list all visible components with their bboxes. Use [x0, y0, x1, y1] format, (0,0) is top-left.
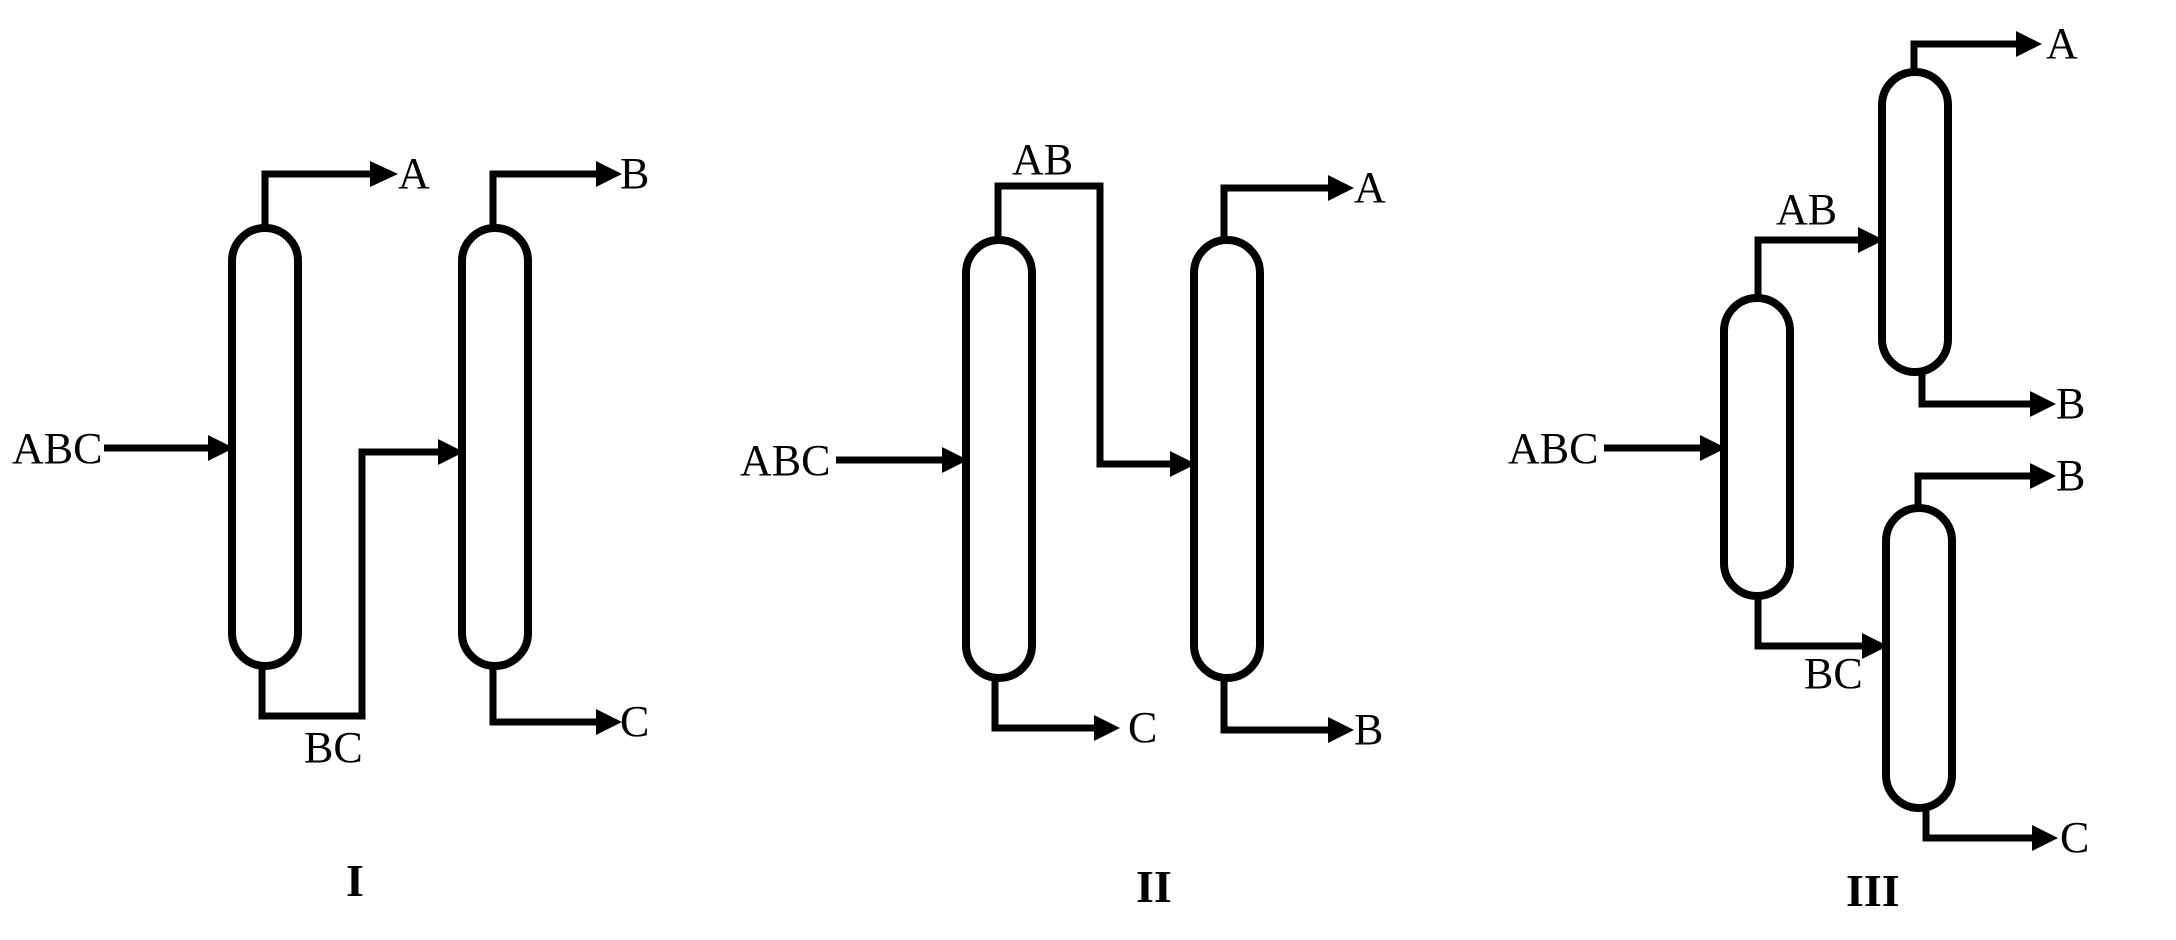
top-product-arrowhead-2	[2016, 31, 2042, 57]
bottom-product-arrowhead-2	[596, 709, 622, 735]
stream-label-B-upper: B	[2056, 379, 2086, 428]
bottom-product-arrowhead-2	[1328, 717, 1354, 743]
top-product-arrowhead-2	[1328, 175, 1354, 201]
top-product-arrowhead-2	[596, 161, 622, 187]
stream-label-C: C	[2060, 813, 2090, 862]
column-2	[1882, 72, 1948, 372]
top-product-line-2	[493, 174, 598, 228]
stream-label-BC: BC	[1804, 649, 1863, 698]
bottom-product-line-2	[1224, 678, 1330, 730]
feed-label-ABC: ABC	[12, 424, 103, 473]
stream-label-A: A	[1354, 163, 1386, 212]
stream-label-BC: BC	[304, 723, 363, 772]
top-product-line-1	[265, 174, 372, 228]
configuration-II	[740, 135, 1386, 912]
top-product-arrowhead-3	[2030, 463, 2056, 489]
bottom-product-line-1	[995, 678, 1096, 728]
stream-label-A: A	[2046, 19, 2078, 68]
top-product-line-2	[1224, 188, 1330, 240]
top-transfer-line	[1758, 240, 1862, 298]
column-1	[1724, 298, 1790, 596]
column-1	[232, 228, 298, 666]
stream-label-C: C	[620, 697, 650, 746]
stream-label-B-lower: B	[2056, 451, 2086, 500]
column-2	[462, 228, 528, 666]
bottom-product-line-2	[1922, 372, 2032, 404]
configuration-III	[1508, 19, 2089, 916]
top-product-line-3	[1918, 476, 2032, 508]
column-2	[1194, 240, 1260, 678]
feed-label-ABC: ABC	[1508, 424, 1599, 473]
configuration-label-I: I	[346, 855, 364, 906]
stream-label-B: B	[1354, 705, 1384, 754]
stream-label-AB: AB	[1776, 185, 1838, 234]
configuration-label-II: II	[1136, 861, 1172, 912]
bottom-product-arrowhead-3	[2032, 825, 2058, 851]
bottom-product-line-3	[1926, 808, 2034, 838]
stream-label-B: B	[620, 149, 650, 198]
feed-label-ABC: ABC	[740, 436, 831, 485]
configuration-label-III: III	[1846, 865, 1900, 916]
stream-label-AB: AB	[1012, 135, 1074, 184]
configuration-I	[12, 149, 649, 906]
bottom-product-arrowhead-1	[1094, 715, 1120, 741]
column-1	[966, 240, 1032, 678]
top-product-line-2	[1914, 44, 2018, 72]
top-product-arrowhead-1	[370, 161, 398, 187]
column-3	[1886, 508, 1952, 808]
bottom-product-line-2	[493, 666, 598, 722]
stream-label-A: A	[398, 149, 430, 198]
stream-label-C: C	[1128, 703, 1158, 752]
bottom-product-arrowhead-2	[2030, 391, 2056, 417]
bottoms-transfer-line	[1758, 596, 1866, 646]
